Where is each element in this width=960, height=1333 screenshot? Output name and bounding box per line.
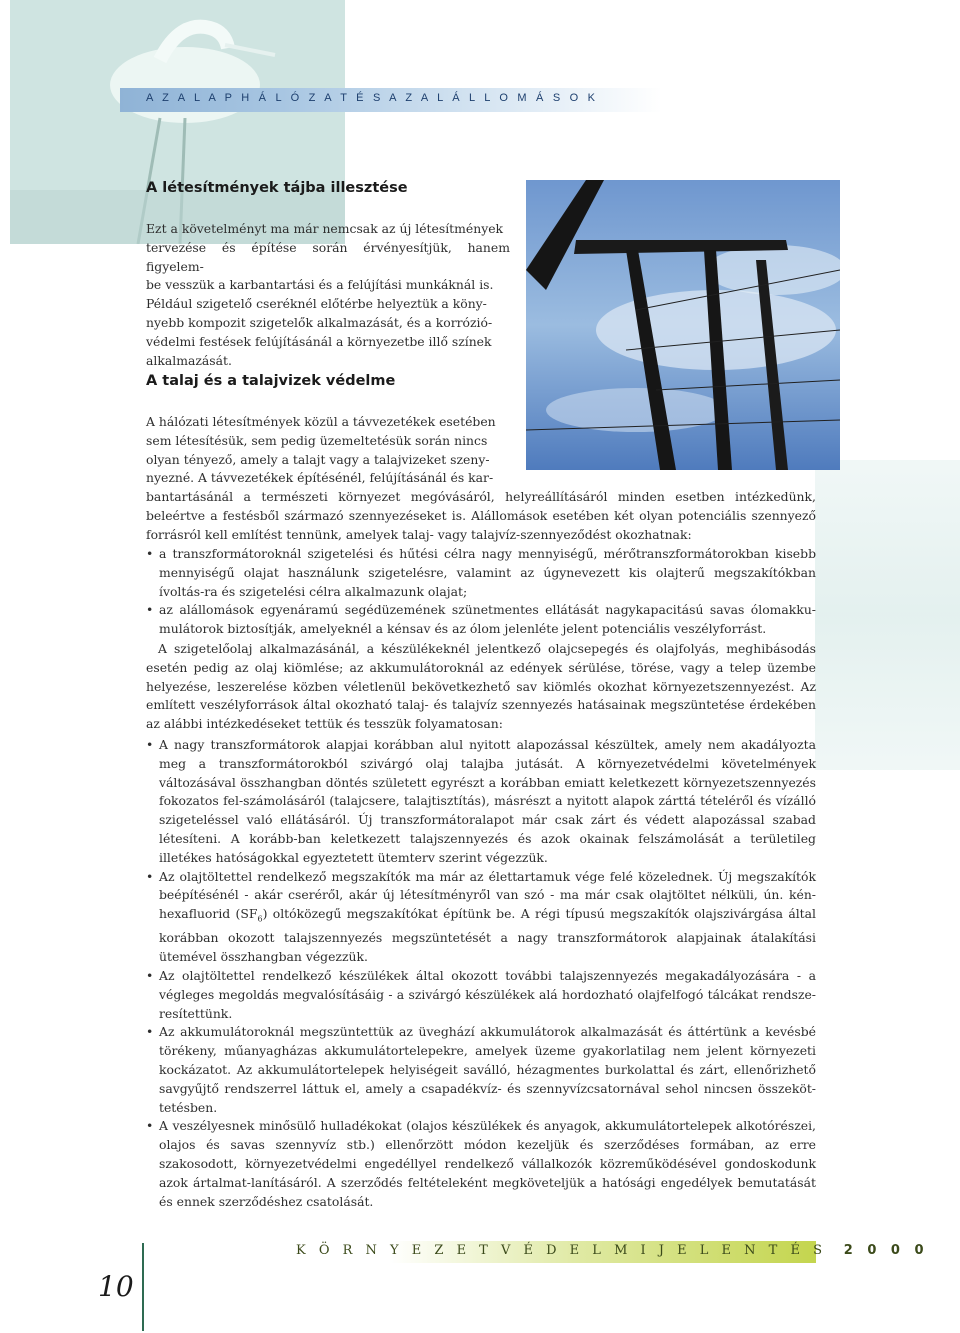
- list-item: • az alállomások egyenáramú segédüzemének szünetmentes ellátását nagykapacitású savas ólomakku-mulátorok biztosítják, amelyeknél a kénsav és az ólom jelenléte jelent potenciális veszélyforrást.: [146, 602, 816, 637]
- running-header: A Z A L A P H Á L Ó Z A T É S A Z A L Á L L O M Á S O K: [146, 92, 599, 104]
- subscript-six: 6: [257, 914, 263, 924]
- section-title-soil: A talaj és a talajvizek védelme: [146, 373, 396, 389]
- bullet-icon: •: [146, 546, 154, 561]
- transmission-tower-photo: [526, 180, 840, 470]
- bullet-icon: •: [146, 868, 154, 884]
- list-item: • Az akkumulátoroknál megszüntettük az üveghází akkumulátorok alkalmazását és áttértünk a kevésbé törékeny, műanyagházas akkumulátortelepekre, amelyek üzeme gyakorlatilag nem jelent környezeti kockázatot. Az akkumulátortelepek helyiségeit saválló, hézagmentes burkolattal és zárt, ellenőrizhető savgyűjtő rendszerrel láttuk el, amely a csapadékvíz- és szennyvízcsatornával sehol nincsen összeköt-tetésben.: [146, 1024, 816, 1115]
- list-item: • Az olajtöltettel rendelkező készülékek által okozott további talajszennyezés megakadályozására - a végleges megoldás megvalósításáig - a szivárgó készülékek alá hordozható olajfelfogó tálcákat rendsze-resítettünk.: [146, 968, 816, 1021]
- section1-line: be vesszük a karbantartási és a felújítási munkáknál is.: [146, 277, 494, 293]
- section1-paragraph: [146, 220, 510, 370]
- section1-line: Például szigetelő cseréknél előtérbe helyeztük a köny-: [146, 296, 487, 312]
- bullet-icon: •: [146, 968, 154, 984]
- bullet-icon: •: [146, 602, 154, 618]
- bullet-icon: •: [146, 1118, 154, 1134]
- section2-line: olyan tényező, amely a talajt vagy a talajvizeket szeny-: [146, 451, 490, 467]
- section2-line: sem létesítésük, sem pedig üzemeltetésük során nincs: [146, 432, 488, 448]
- section2-intro-narrow: [146, 413, 510, 488]
- page-number-rule: [142, 1243, 144, 1331]
- section-title-landscape: A létesítmények tájba illesztése: [146, 180, 408, 196]
- section1-line: alkalmazását.: [146, 352, 232, 368]
- section1-line: tervezése és építése során érvényesítjük, hanem figyelem-: [146, 239, 510, 274]
- heron-background-photo: [10, 0, 345, 244]
- footer-report-name: K Ö R N Y E Z E T V É D E L M I J E L E N T É S: [296, 1243, 827, 1258]
- measures-list: [146, 736, 816, 1211]
- section2-line: A hálózati létesítmények közül a távvezetékek esetében: [146, 414, 496, 429]
- section1-line: nyebb kompozit szigetelők alkalmazását, és a korrózió-: [146, 314, 493, 330]
- section1-line: Ezt a követelményt ma már nemcsak az új létesítmények: [146, 221, 504, 236]
- footer-year: 2 0 0 0: [843, 1243, 929, 1258]
- pollution-sources-list: [146, 545, 816, 639]
- section2-intro-wide: bantartásánál a természeti környezet megóvásáról, helyreállításáról minden esetben intézkedünk, beleértve a festésből származó szennyezéseket is. Alállomások esetében két olyan potenciális szennyező forrásról kell említést tennünk, amelyek talaj- vagy talajvíz-szennyeződést okozhatnak:: [146, 489, 816, 542]
- section1-line: védelmi festések felújításánál a környezetbe illő színek: [146, 333, 492, 349]
- heron-ghost-image: [815, 460, 960, 770]
- bullet-icon: •: [146, 737, 154, 752]
- section2-line: nyezné. A távvezetékek építésénél, felújításánál és kar-: [146, 470, 494, 486]
- list-item: • A veszélyesnek minősülő hulladékokat (olajos készülékek és anyagok, akkumulátortelepek alkotórészei, olajos és savas szennyvíz stb.) ellenőrzött módon kezeljük és szerződéses formában, az erre szakosodott, környezetvédelmi engedéllyel rendelkező vállalkozók közreműködésével gondoskodunk azok ártalmat-lanításáról. A szerződés feltételeként megköveteljük a hatósági engedélyek bemutatását és ennek szerződéshez csatolását.: [146, 1118, 816, 1209]
- list-item: • a transzformátoroknál szigetelési és hűtési célra nagy mennyiségű, mérőtranszformátorokban kisebb mennyiségű olajat használunk szigetelésre, valamint az úgynevezett kis olajterű megszakítókban ívoltás-ra és szigetelési célra alkalmazunk olajat;: [146, 546, 816, 599]
- bullet-icon: •: [146, 1024, 154, 1040]
- list-item: • Az olajtöltettel rendelkező megszakítók ma már az élettartamuk vége felé közelednek. Új megszakítók beépítésénél - akár cseréről, akár új létesítményről van szó - ma már csak olajtöltet nélküli, ún. kén-hexafluorid $(SF_6)$ oltóközegű megszakítókat építünk be. A régi típusú megszakítók olajszivárgása által korábban okozott talajszennyezés megszüntetését a nagy transzformátorok alapjainak átalakítási ütemével összhangban végezzük.: [146, 868, 816, 965]
- list-item: • A nagy transzformátorok alapjai korábban alul nyitott alapozással készültek, amely nem akadályozta meg a transzformátorokból szivárgó olaj talajba jutását. A környezetvédelmi követelmények változásával összhangban döntés született egyrészt a korábban emiatt keletkezett környezetszennyezés fokozatos fel-számolásáról (talajcsere, talajtisztítás), másrészt a nyitott alapok zárttá tételéről és vízálló szigeteléssel való ellátásáról. Új transzformátoralapot már csak zárt és védett alapozással szabad létesíteni. A korább-ban keletkezett talajszennyezés és azok okainak felszámolását a területileg illetékes hatóságokkal egyeztetett ütemterv szerint végezzük.: [146, 737, 816, 865]
- measures-intro-paragraph: A szigetelőolaj alkalmazásánál, a készülékeknél jelentkező olajcsepegés és olajfolyás, meghibásodás esetén pedig az olaj kiömlése; az akkumulátoroknál az edények sérülése, törése, vagy a telep üzembe helyezése, leszerelése közben véletlenül bekövetkezhető sav kiömlés okozhat környezetszennyezést. Az említett veszélyforrások által okozható talaj- és talajvíz szennyezés hatásainak megszüntetése érdekében az alábbi intézkedéseket tettük és tesszük folyamatosan:: [146, 641, 816, 732]
- page-number: 10: [98, 1270, 134, 1303]
- footer-series-title: [296, 1243, 929, 1258]
